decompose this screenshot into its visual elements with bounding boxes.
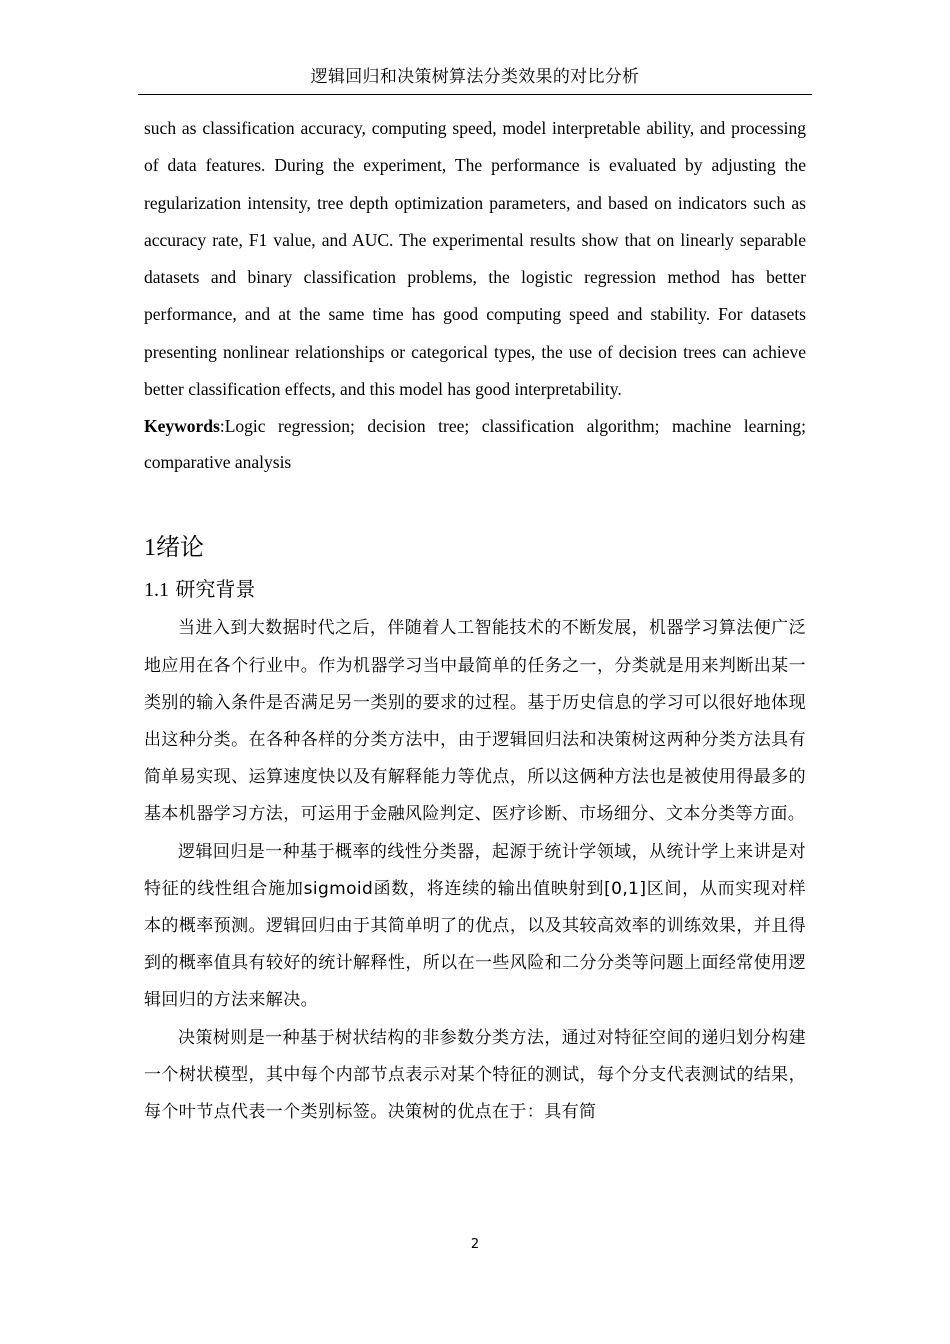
keywords-text: :Logic regression; decision tree; classification algorithm; machine learning; comparative analysis [144, 416, 806, 473]
subsection-number: 1.1 [144, 579, 169, 602]
abstract-paragraph: such as classification accuracy, computing speed, model interpretable ability, and processing of data features. During the experiment, The performance is evaluated by adjusting the regularization intensity, tree depth optimization parameters, and based on indicators such as accuracy rate, F1 value, and AUC. The experimental results show that on linearly separable datasets and binary classification problems, the logistic regression method has better performance, and at the same time has good computing speed and stability. For datasets presenting nonlinear relationships or categorical types, the use of decision trees can achieve better classification effects, and this model has good interpretability. [144, 118, 806, 400]
running-header-title: 逻辑回归和决策树算法分类效果的对比分析 [310, 67, 640, 87]
running-header [138, 60, 812, 95]
keywords-label: Keywords [144, 416, 220, 437]
keywords-line [144, 408, 806, 480]
page-number: 2 [470, 1237, 480, 1252]
section-number: 1 [144, 535, 156, 562]
section-title: 绪论 [156, 533, 204, 562]
body-paragraph-3: 决策树则是一种基于树状结构的非参数分类方法，通过对特征空间的递归划分构建一个树状模型，其中每个内部节点表示对某个特征的测试，每个分支代表测试的结果，每个叶节点代表一个类别标签。决策树的优点在于：具有简 [144, 1027, 806, 1123]
section-heading-1 [144, 530, 806, 574]
page-content [144, 110, 806, 1131]
body-paragraph-2: 逻辑回归是一种基于概率的线性分类器，起源于统计学领域，从统计学上来讲是对特征的线性组合施加sigmoid函数，将连续的输出值映射到[0,1]区间，从而实现对样本的概率预测。逻辑回归由于其简单明了的优点，以及其较高效率的训练效果，并且得到的概率值具有较好的统计解释性，所以在一些风险和二分分类等问题上面经常使用逻辑回归的方法来解决。 [144, 841, 806, 1011]
subsection-heading-1-1 [144, 574, 806, 610]
subsection-title: 研究背景 [175, 577, 256, 602]
body-paragraph-1: 当进入到大数据时代之后，伴随着人工智能技术的不断发展，机器学习算法便广泛地应用在各个行业中。作为机器学习当中最简单的任务之一，分类就是用来判断出某一类别的输入条件是否满足另一类别的要求的过程。基于历史信息的学习可以很好地体现出这种分类。在各种各样的分类方法中，由于逻辑回归法和决策树这两种分类方法具有简单易实现、运算速度快以及有解释能力等优点，所以这俩种方法也是被使用得最多的基本机器学习方法，可运用于金融风险判定、医疗诊断、市场细分、文本分类等方面。 [144, 618, 806, 825]
